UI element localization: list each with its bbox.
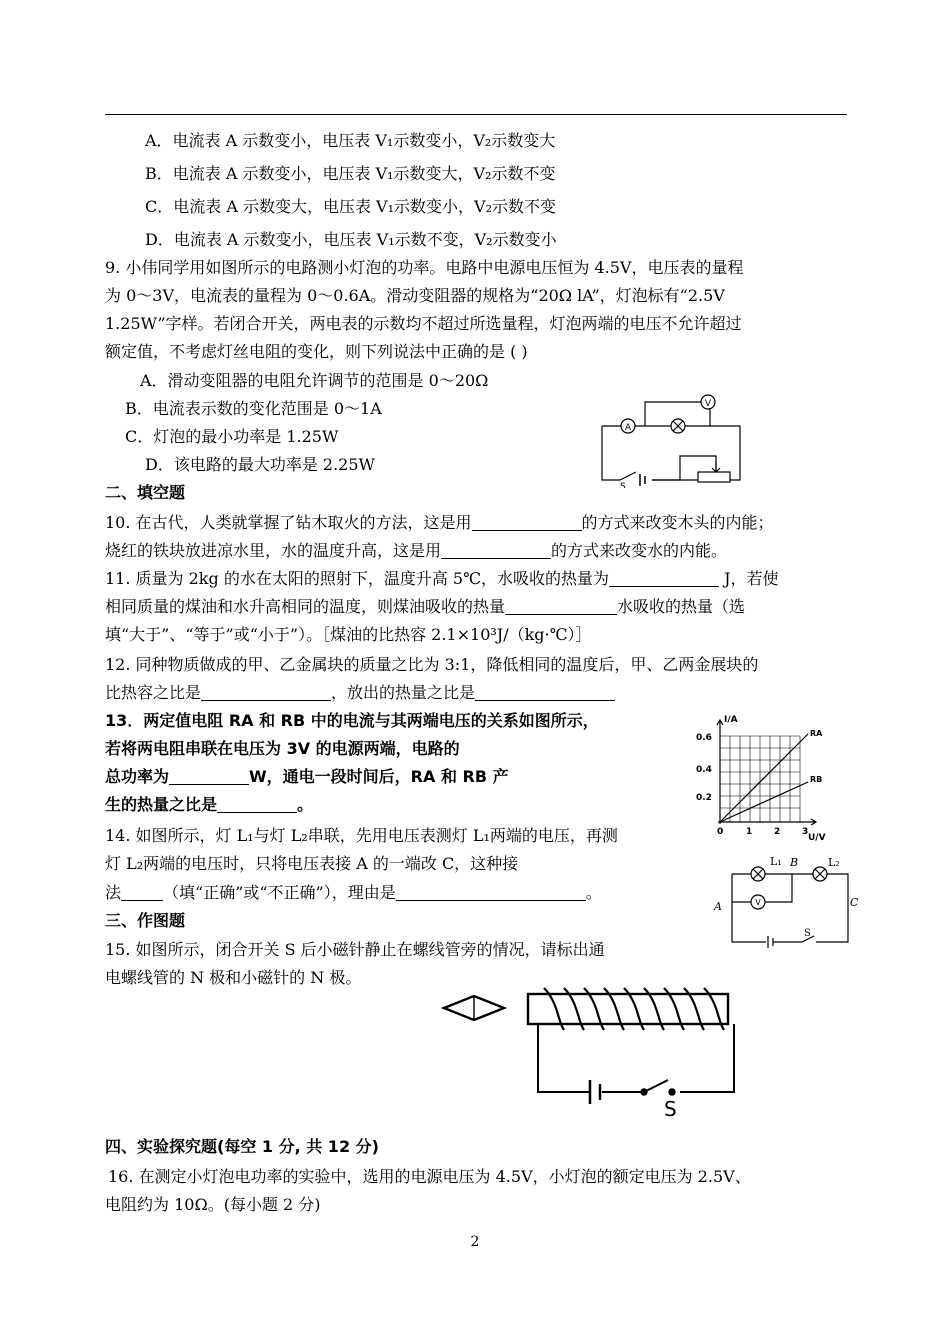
q14-line-3 xyxy=(105,882,602,904)
q13-line-1: 13．两定值电阻 RA 和 RB 中的电流与其两端电压的关系如图所示， xyxy=(105,711,599,730)
x-tick-2: 2 xyxy=(774,827,781,837)
y-tick-0.6: 0.6 xyxy=(696,733,712,743)
switch-label: S xyxy=(664,1097,677,1121)
q8-option-c: C．电流表 A 示数变大，电压表 V₁示数变小，V₂示数不变 xyxy=(145,197,556,216)
q12-line-2 xyxy=(105,682,615,704)
q14-circuit-figure xyxy=(710,852,860,952)
q13-line-3 xyxy=(105,766,509,788)
q11-line-1 xyxy=(105,568,779,590)
q11-blank-2[interactable] xyxy=(505,598,617,615)
x-axis-label: U/V xyxy=(808,833,826,843)
q9-option-a: A．滑动变阻器的电阻允许调节的范围是 0～20Ω xyxy=(140,371,489,390)
q8-option-d: D．电流表 A 示数变小，电压表 V₁示数不变，V₂示数变小 xyxy=(145,230,557,249)
graph-grid xyxy=(720,736,800,822)
q13-text-c: 生的热量之比是 xyxy=(105,795,218,814)
point-a-label: A xyxy=(714,900,722,913)
rheostat-icon xyxy=(698,472,730,482)
switch-label: S xyxy=(804,928,811,939)
line-rb xyxy=(720,782,808,822)
voltmeter-label: V xyxy=(704,399,712,409)
q13-iu-graph xyxy=(690,712,830,844)
q9-line-4: 额定值，不考虑灯丝电阻的变化，则下列说法中正确的是 ( ) xyxy=(105,342,528,361)
q10-text-d: 的方式来改变水的内能。 xyxy=(551,541,728,560)
q15-line-1: 15. 如图所示，闭合开关 S 后小磁针静止在螺线管旁的情况，请标出通 xyxy=(105,940,605,959)
q9-line-3: 1.25W”字样。若闭合开关，两电表的示数均不超过所选量程，灯泡两端的电压不允许超过 xyxy=(105,314,742,333)
q10-blank-2[interactable] xyxy=(441,542,551,559)
y-axis-label: I/A xyxy=(724,715,738,725)
q13-text-b: W，通电一段时间后，RA 和 RB 产 xyxy=(249,767,509,786)
lamp-l2-label: L₂ xyxy=(828,856,840,869)
q12-blank-2[interactable] xyxy=(475,684,615,701)
q10-blank-1[interactable] xyxy=(472,514,582,531)
q11-text-a: 11. 质量为 2kg 的水在太阳的照射下，温度升高 5℃，水吸收的热量为 xyxy=(105,569,609,588)
switch-icon xyxy=(620,472,636,480)
q14-line-2: 灯 L₂两端的电压时，只将电压表接 A 的一端改 C，这种接 xyxy=(105,854,519,873)
q13-line-4 xyxy=(105,794,313,816)
q11-blank-1[interactable] xyxy=(609,570,719,587)
q13-line-2: 若将两电阻串联在电压为 3V 的电源两端，电路的 xyxy=(105,739,460,758)
q12-text-b: ，放出的热量之比是 xyxy=(331,683,476,702)
q11-text-c: 相同质量的煤油和水升高相同的温度，则煤油吸收的热量 xyxy=(105,597,506,616)
q14-text-a: 法 xyxy=(105,883,122,902)
q13-text-d: 。 xyxy=(297,795,314,814)
battery-icon xyxy=(640,474,645,486)
q13-blank-2[interactable] xyxy=(217,796,297,813)
q9-line-1: 9. 小伟同学用如图所示的电路测小灯泡的功率。电路中电源电压恒为 4.5V，电压表的量程 xyxy=(105,258,744,277)
point-b-label: B xyxy=(790,856,799,869)
q16-line-2: 电阻约为 10Ω。(每小题 2 分) xyxy=(105,1195,321,1214)
lamp-l1-label: L₁ xyxy=(770,855,782,868)
line-ra xyxy=(720,734,808,822)
q9-option-b: B．电流表示数的变化范围是 0～1A xyxy=(125,399,382,418)
header-rule xyxy=(105,114,847,115)
q9-circuit-figure xyxy=(590,388,750,488)
circuit-wire xyxy=(538,1024,734,1092)
q12-line-1: 12. 同种物质做成的甲、乙金属块的质量之比为 3:1，降低相同的温度后，甲、乙两金展块的 xyxy=(105,655,759,674)
q15-solenoid-figure xyxy=(438,982,748,1122)
q8-option-b: B．电流表 A 示数变小，电压表 V₁示数变大，V₂示数不变 xyxy=(145,164,556,183)
ammeter-label: A xyxy=(624,423,632,433)
q9-option-d: D．该电路的最大功率是 2.25W xyxy=(145,455,375,474)
x-tick-0: 0 xyxy=(717,827,724,837)
x-tick-3: 3 xyxy=(802,827,809,837)
q9-option-c: C．灯泡的最小功率是 1.25W xyxy=(125,427,339,446)
q14-blank-2[interactable] xyxy=(396,884,586,901)
q8-option-a: A．电流表 A 示数变小，电压表 V₁示数变小，V₂示数变大 xyxy=(145,131,556,150)
q10-line-1 xyxy=(105,512,774,534)
q14-line-1: 14. 如图所示，灯 L₁与灯 L₂串联，先用电压表测灯 L₁两端的电压，再测 xyxy=(105,826,618,845)
q11-line-2 xyxy=(105,596,745,618)
q14-text-b: （填“正确”或“不正确”），理由是 xyxy=(163,883,396,902)
series-ra-label: RA xyxy=(810,729,823,738)
point-c-label: C xyxy=(850,896,859,909)
switch-label: S xyxy=(620,482,626,488)
q13-text-a: 总功率为 xyxy=(105,767,170,786)
page-number: 2 xyxy=(470,1234,480,1250)
q10-text-b: 的方式来改变木头的内能； xyxy=(581,513,774,532)
q10-line-2 xyxy=(105,540,727,562)
q12-blank-1[interactable] xyxy=(201,684,331,701)
section-4-title: 四、实验探究题(每空 1 分, 共 12 分) xyxy=(105,1137,379,1156)
q16-line-1: 16. 在测定小灯泡电功率的实验中，选用的电源电压为 4.5V，小灯泡的额定电压为 2.5V、 xyxy=(108,1167,751,1186)
solenoid-core xyxy=(528,994,728,1024)
section-2-title: 二、填空题 xyxy=(105,483,186,502)
voltmeter-label: V xyxy=(755,898,761,907)
q10-text-a: 10. 在古代，人类就掌握了钻木取火的方法，这是用 xyxy=(105,513,472,532)
q13-blank-1[interactable] xyxy=(169,768,249,785)
q11-text-b: J，若使 xyxy=(719,569,779,588)
q11-text-d: 水吸收的热量（选 xyxy=(617,597,746,616)
y-tick-0.4: 0.4 xyxy=(696,765,712,775)
battery-icon xyxy=(590,1080,600,1104)
wire xyxy=(732,874,848,942)
q14-text-c: 。 xyxy=(585,883,602,902)
x-axis xyxy=(718,819,816,825)
x-tick-1: 1 xyxy=(746,827,753,837)
q10-text-c: 烧红的铁块放进凉水里，水的温度升高，这是用 xyxy=(105,541,442,560)
y-tick-0.2: 0.2 xyxy=(696,793,712,803)
q15-line-2: 电螺线管的 N 极和小磁针的 N 极。 xyxy=(105,968,362,987)
series-rb-label: RB xyxy=(810,775,823,784)
section-3-title: 三、作图题 xyxy=(105,911,186,930)
q14-blank-1[interactable] xyxy=(121,884,163,901)
q9-line-2: 为 0～3V，电流表的量程为 0～0.6A。滑动变阻器的规格为“20Ω lA”，灯泡标有“2.5V xyxy=(105,286,725,305)
q11-line-3: 填“大于”、“等于”或“小于”）。［煤油的比热容 2.1×10³J/（kg·℃）］ xyxy=(105,625,592,644)
q12-text-a: 比热容之比是 xyxy=(105,683,202,702)
